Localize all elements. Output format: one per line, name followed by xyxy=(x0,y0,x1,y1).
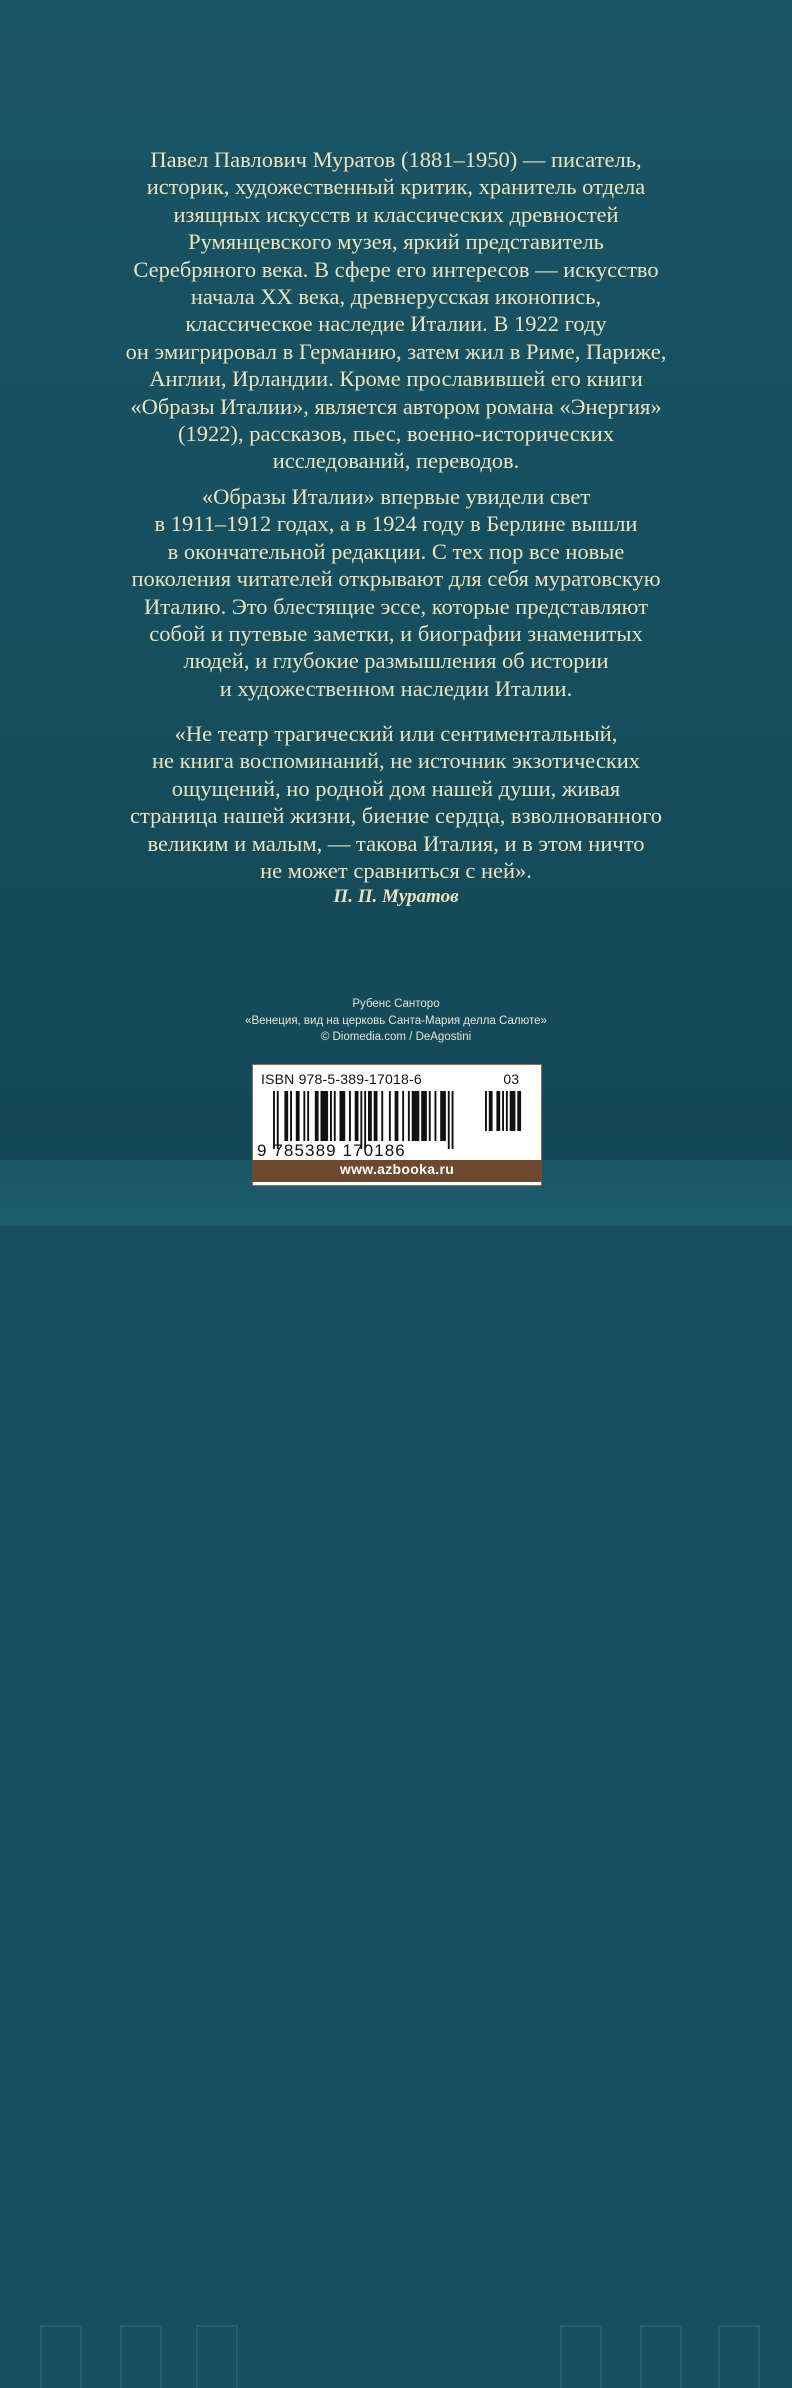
publisher-website[interactable]: www.azbooka.ru xyxy=(339,1161,455,1177)
text-line: в окончательной редакции. С тех пор все новые xyxy=(167,538,625,564)
ornament-shape xyxy=(718,2325,760,2388)
barcode-bar xyxy=(321,1091,329,1141)
barcode-bar xyxy=(502,1091,504,1131)
barcode-bar xyxy=(412,1091,420,1141)
text-line: ощущений, но родной дом нашей души, живая xyxy=(171,775,621,801)
text-line: поколения читателей открывают для себя муратовскую xyxy=(131,566,661,592)
author-bio-paragraph xyxy=(90,146,702,475)
text-line: историк, художественный критик, хранитель отдела xyxy=(146,174,646,200)
barcode-bar xyxy=(402,1091,404,1141)
barcode-bar xyxy=(334,1091,336,1141)
barcode-bar xyxy=(307,1091,309,1141)
text-line: Серебряного века. В сфере его интересов — искусство xyxy=(133,256,659,282)
barcode-bar xyxy=(355,1091,359,1141)
book-description-paragraph xyxy=(90,483,702,702)
text-line: классическое наследие Италии. В 1922 году xyxy=(185,311,607,337)
barcode-bar xyxy=(452,1091,454,1149)
text-line: Румянцевского музея, яркий представитель xyxy=(188,229,604,255)
barcode-addon-label: 03 xyxy=(503,1071,519,1087)
credit-line: «Венеция, вид на церковь Санта-Мария делла Салюте» xyxy=(245,1014,547,1027)
barcode-bar xyxy=(296,1091,300,1141)
quote-author: П. П. Муратов xyxy=(333,886,459,907)
barcode-bar xyxy=(506,1091,508,1131)
quote-paragraph xyxy=(90,720,702,884)
ornament-shape xyxy=(560,2325,602,2388)
barcode-bar xyxy=(510,1091,516,1131)
ornament-shape xyxy=(120,2325,162,2388)
text-line: страница нашей жизни, биение сердца, взволнованного xyxy=(130,803,662,829)
barcode-bar xyxy=(395,1091,399,1141)
barcode-bar xyxy=(315,1091,319,1141)
barcode-bar xyxy=(448,1091,450,1149)
text-line: не может сравниться с ней». xyxy=(260,858,532,884)
barcode-bar xyxy=(340,1091,346,1141)
text-line: великим и малым, — такова Италия, и в этом ничто xyxy=(147,830,645,856)
barcode-bar xyxy=(408,1091,410,1141)
barcode-bar xyxy=(290,1091,292,1141)
barcode-bar xyxy=(421,1091,427,1141)
text-line: людей, и глубокие размышления об истории xyxy=(183,648,609,674)
barcode-bar xyxy=(284,1091,288,1141)
text-line: «Образы Италии» впервые увидели свет xyxy=(201,484,591,509)
ornament-shape xyxy=(40,2325,82,2388)
barcode-bar xyxy=(389,1091,391,1141)
barcode-addon-bars xyxy=(485,1091,531,1139)
text-line: Павел Павлович Муратов (1881–1950) — писатель, xyxy=(150,147,642,172)
ornament-shape xyxy=(640,2325,682,2388)
text-line: Италию. Это блестящие эссе, которые представляют xyxy=(143,593,649,619)
text-line: «Образы Италии», является автором романа «Энергия» xyxy=(130,393,662,419)
barcode-bar xyxy=(374,1091,378,1141)
text-line: Англии, Ирландии. Кроме прославившей его книги xyxy=(149,366,643,392)
text-line: и художественном наследии Италии. xyxy=(219,675,573,701)
text-line: не книга воспоминаний, не источник экзотических xyxy=(151,748,641,774)
text-line: «Не театр трагический или сентиментальный, xyxy=(174,721,618,746)
text-line: изящных искусств и классических древностей xyxy=(173,201,619,227)
text-line: в 1911–1912 годах, а в 1924 году в Берлине вышли xyxy=(154,511,638,537)
barcode-bar xyxy=(496,1091,500,1131)
isbn-label: ISBN 978-5-389-17018-6 xyxy=(261,1071,422,1087)
barcode-bar xyxy=(349,1091,351,1141)
barcode-bar xyxy=(489,1091,493,1131)
barcode-bar xyxy=(485,1091,487,1131)
publisher-website-bar xyxy=(252,1160,542,1182)
ean-digits: 9 785389 170186 xyxy=(257,1141,406,1160)
barcode-bar xyxy=(435,1091,437,1141)
barcode-bar xyxy=(303,1091,305,1141)
ornament-shape xyxy=(196,2325,238,2388)
text-line: собой и путевые заметки, и биографии знаменитых xyxy=(149,621,643,647)
barcode-bar xyxy=(517,1091,521,1131)
text-line: исследований, переводов. xyxy=(272,448,520,474)
barcode-bar xyxy=(440,1091,446,1141)
credit-line: © Diomedia.com / DeAgostini xyxy=(320,1031,472,1043)
barcode-bar xyxy=(330,1091,332,1141)
barcode-bar xyxy=(368,1091,372,1141)
barcode-bar xyxy=(381,1091,383,1141)
cover-art-credit xyxy=(150,996,642,1046)
credit-line: Рубенс Санторо xyxy=(352,998,440,1010)
barcode-bar xyxy=(429,1091,431,1141)
text-line: он эмигрировал в Германию, затем жил в Риме, Париже, xyxy=(125,338,667,364)
text-line: начала XX века, древнерусская иконопись, xyxy=(190,284,602,310)
text-line: (1922), рассказов, пьес, военно-исторических xyxy=(178,421,614,447)
